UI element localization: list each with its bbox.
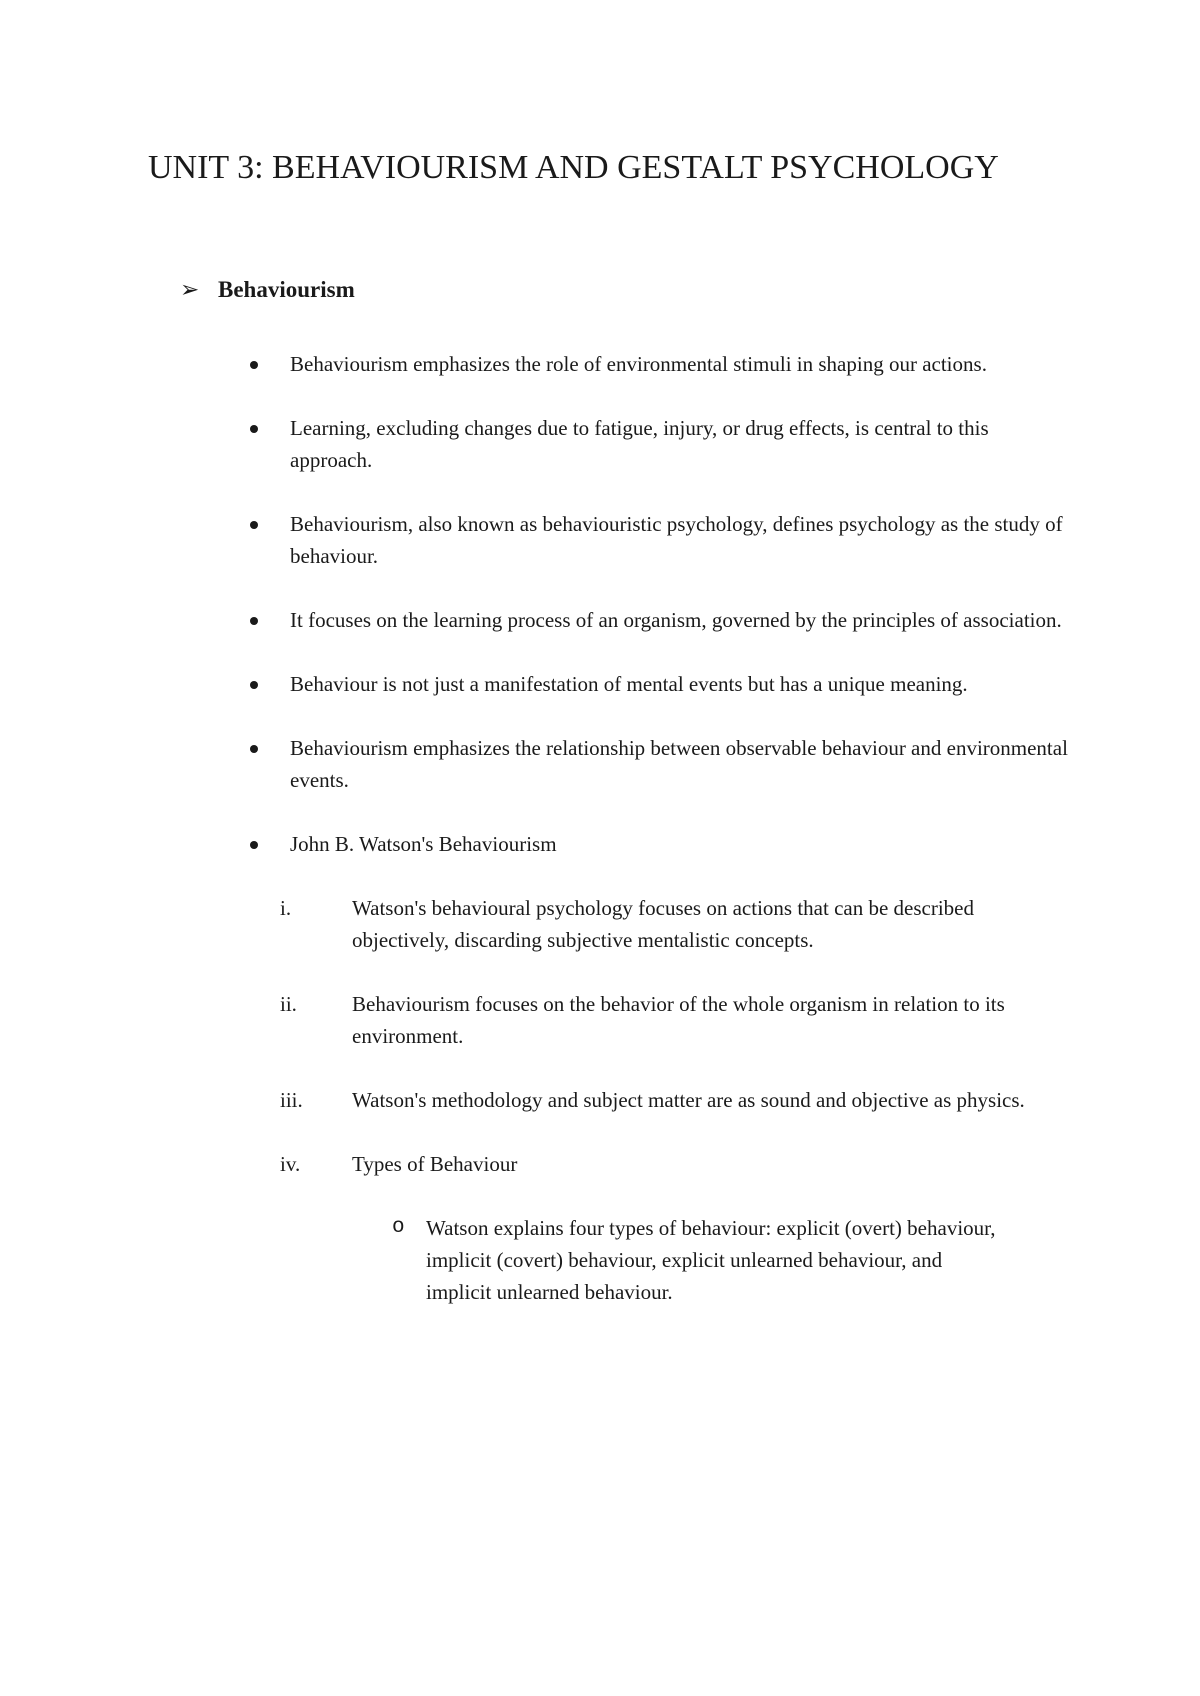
arrow-bullet-icon: ➢ — [180, 277, 200, 302]
bullet-dot-icon — [250, 841, 258, 849]
list-item-text: Behaviourism emphasizes the relationship between observable behaviour and environmental events. — [290, 736, 1068, 792]
numeral: iii. — [280, 1088, 303, 1112]
list-item-text: Behaviourism emphasizes the role of environmental stimuli in shaping our actions. — [290, 352, 987, 376]
section-heading — [180, 274, 355, 306]
page-title: UNIT 3: BEHAVIOURISM AND GESTALT PSYCHOLOGY — [148, 149, 999, 186]
circle-bullet-icon: o — [392, 1216, 405, 1239]
sub-bullet-list — [392, 1212, 1012, 1308]
numbered-item — [280, 892, 1070, 956]
list-item-text: It focuses on the learning process of an organism, governed by the principles of association. — [290, 608, 1062, 632]
numeral: iv. — [280, 1152, 301, 1176]
list-item — [250, 732, 1070, 796]
numeral: ii. — [280, 992, 297, 1016]
watson-heading: John B. Watson's Behaviourism — [290, 832, 557, 856]
list-item — [250, 668, 1070, 700]
numbered-item — [280, 1148, 1070, 1308]
numbered-item-text: Behaviourism focuses on the behavior of the whole organism in relation to its environment. — [352, 992, 1005, 1048]
bullet-dot-icon — [250, 425, 258, 433]
list-item-text: Learning, excluding changes due to fatigue, injury, or drug effects, is central to this approach. — [290, 416, 989, 472]
list-item-text: Behaviourism, also known as behaviouristic psychology, defines psychology as the study of behaviour. — [290, 512, 1063, 568]
bullet-dot-icon — [250, 681, 258, 689]
bullet-list — [250, 348, 1070, 1340]
sub-list-item — [392, 1212, 1012, 1308]
numbered-item-text: Watson's methodology and subject matter are as sound and objective as physics. — [352, 1088, 1025, 1112]
list-item — [250, 412, 1070, 476]
bullet-dot-icon — [250, 745, 258, 753]
list-item — [250, 508, 1070, 572]
section-heading-text: Behaviourism — [218, 277, 355, 302]
list-item-text: Behaviour is not just a manifestation of mental events but has a unique meaning. — [290, 672, 968, 696]
roman-numeral-list — [280, 892, 1070, 1308]
numbered-item — [280, 988, 1070, 1052]
numbered-item — [280, 1084, 1070, 1116]
numeral: i. — [280, 896, 292, 920]
numbered-item-text: Watson's behavioural psychology focuses on actions that can be described objectively, discarding subjective mentalistic concepts. — [352, 896, 975, 952]
list-item-watson — [250, 828, 1070, 1308]
bullet-dot-icon — [250, 361, 258, 369]
bullet-dot-icon — [250, 521, 258, 529]
bullet-dot-icon — [250, 617, 258, 625]
sub-list-item-text: Watson explains four types of behaviour: explicit (overt) behaviour, implicit (covert) behaviour, explicit unlearned behaviour, and implicit unlearned behaviour. — [426, 1216, 996, 1304]
list-item — [250, 604, 1070, 636]
numbered-item-text: Types of Behaviour — [352, 1152, 518, 1176]
list-item — [250, 348, 1070, 380]
